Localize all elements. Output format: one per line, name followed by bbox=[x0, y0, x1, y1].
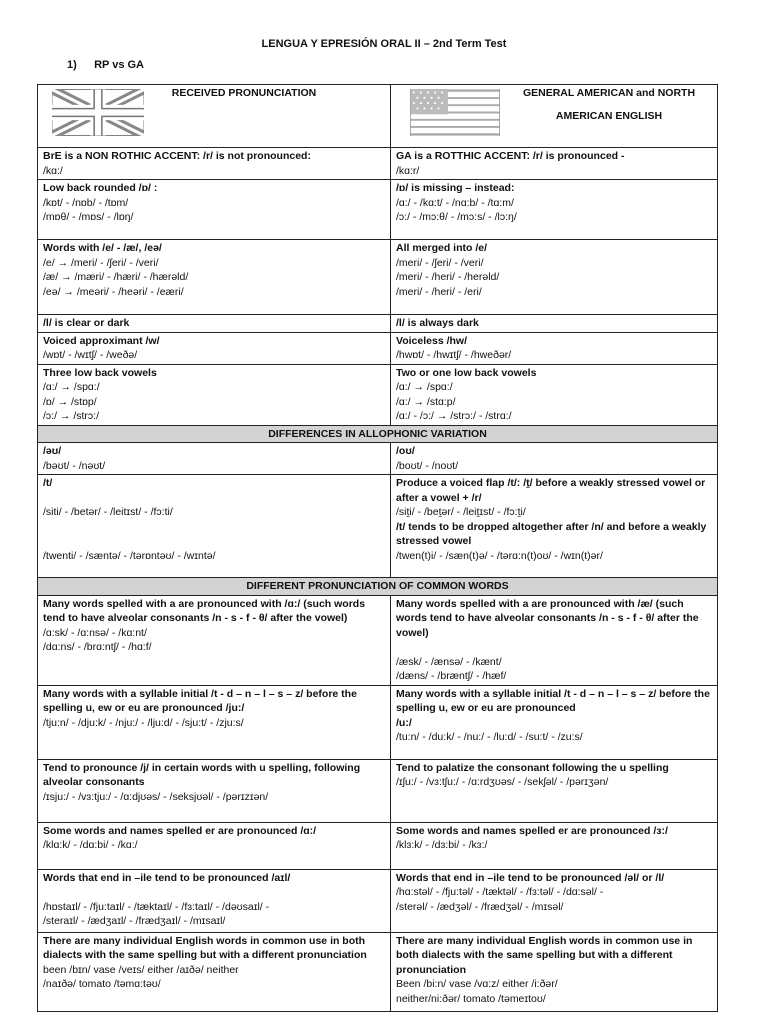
comparison-row bbox=[38, 595, 718, 685]
rp-cell bbox=[38, 240, 391, 315]
ga-cell bbox=[391, 240, 718, 315]
rule-text: /t/ tends to be dropped altogether after /n/ and before a weakly stressed vowel bbox=[396, 520, 707, 547]
ga-header-label-2: AMERICAN ENGLISH bbox=[555, 109, 663, 122]
ga-cell bbox=[391, 932, 718, 1011]
example-text: /ɔ:/ - /mɔ:θ/ - /mɔ:s/ - /lɔ:ŋ/ bbox=[396, 211, 517, 223]
rule-text: Words with /e/ - /æ/, /eə/ bbox=[43, 242, 162, 254]
section-title: RP vs GA bbox=[94, 59, 144, 71]
ga-cell bbox=[391, 315, 718, 333]
example-text: /ɑ:/ → /spɑ:/ bbox=[43, 381, 100, 393]
example-text: /meri/ - /heri/ - /eri/ bbox=[396, 285, 482, 298]
document-title: LENGUA Y EPRESIÓN ORAL II – 2nd Term Test bbox=[261, 38, 507, 50]
comparison-row bbox=[38, 759, 718, 822]
example-text: Been /bi:n/ vase /vɑ:z/ either /i:ðər/ bbox=[396, 978, 558, 990]
rule-text: /ɒ/ is missing – instead: bbox=[396, 182, 515, 194]
rp-cell bbox=[38, 869, 391, 932]
ga-cell bbox=[391, 759, 718, 822]
rp-cell bbox=[38, 685, 391, 759]
rp-cell bbox=[38, 759, 391, 822]
example-text: /naɪðə/ tomato /təmɑ:təʊ/ bbox=[43, 978, 161, 990]
example-text: /ɑ:/ - /ɔ:/ → /strɔ:/ - /strɑ:/ bbox=[396, 410, 512, 422]
ga-cell bbox=[391, 475, 718, 578]
example-text: /ɪʃu:/ - /vɜ:tʃu:/ - /ɑ:rdʒʊəs/ - /sekʃəl/ - /pərɪʒən/ bbox=[396, 776, 609, 788]
example-text: /kɒt/ - /nɒb/ - /tɒm/ bbox=[43, 196, 129, 209]
comparison-row bbox=[38, 240, 718, 315]
rp-header-label: RECEIVED PRONUNCIATION bbox=[171, 87, 317, 99]
rp-cell bbox=[38, 932, 391, 1011]
example-text: /tu:n/ - /du:k/ - /nu:/ - /lu:d/ - /su:t/ - /zu:s/ bbox=[396, 731, 583, 743]
rule-text: Some words and names spelled er are pronounced /ɑ:/ bbox=[43, 824, 317, 837]
ga-cell bbox=[391, 595, 718, 685]
rule-text: GA is a ROTTHIC ACCENT: /r/ is pronounced - bbox=[396, 150, 625, 162]
ga-cell bbox=[391, 443, 718, 475]
example-text: /siṱi/ - /beṱər/ - /leiṱɪst/ - /fɔ:ṱi/ bbox=[396, 506, 526, 518]
comparison-row bbox=[38, 332, 718, 364]
example-text: /eə/ → /meəri/ - /heəri/ - /eæri/ bbox=[43, 285, 184, 298]
comparison-row bbox=[38, 180, 718, 240]
rule-text: There are many individual English words in common use in both dialects with the same spelling but with a different pronunciation bbox=[396, 934, 693, 976]
rule-text: Words that end in –ile tend to be pronounced /əl/ or /l/ bbox=[396, 871, 665, 884]
example-text: /sterəl/ - /ædʒəl/ - /frædʒəl/ - /mɪsəl/ bbox=[396, 900, 564, 913]
rp-header-cell bbox=[38, 85, 391, 148]
rp-cell bbox=[38, 364, 391, 425]
example-text: /wɒt/ - /wɪtʃ/ - /weðə/ bbox=[43, 349, 138, 361]
example-text bbox=[43, 885, 385, 900]
example-text: /e/ → /meri/ - /ʃeri/ - /veri/ bbox=[43, 256, 159, 269]
rp-cell bbox=[38, 148, 391, 180]
rp-cell bbox=[38, 332, 391, 364]
example-text: /ɑ:/ → /stɑ:p/ bbox=[396, 395, 456, 408]
comparison-row bbox=[38, 315, 718, 333]
header-row bbox=[38, 85, 718, 148]
comparison-row bbox=[38, 822, 718, 869]
example-text: /klɑ:k/ - /dɑ:bi/ - /kɑ:/ bbox=[43, 839, 138, 851]
comparison-row bbox=[38, 869, 718, 932]
example-text bbox=[43, 491, 385, 506]
example-text: /bəʊt/ - /nəʊt/ bbox=[43, 459, 106, 472]
common-words-banner-label: DIFFERENT PRONUNCIATION OF COMMON WORDS bbox=[38, 578, 718, 596]
example-text: /dɑ:ns/ - /brɑ:ntʃ/ - /hɑ:f/ bbox=[43, 641, 152, 653]
ga-cell bbox=[391, 364, 718, 425]
comparison-table bbox=[37, 84, 718, 1012]
section-number: 1) bbox=[67, 59, 77, 71]
rule-text: Many words spelled with a are pronounced with /ɑ:/ (such words tend to have alveolar consonants /n - s - f - θ/ after the vowel) bbox=[43, 597, 366, 624]
example-text: /ɑ:/ - /kɑ:t/ - /nɑ:b/ - /tɑ:m/ bbox=[396, 196, 514, 209]
rp-cell bbox=[38, 315, 391, 333]
comparison-row bbox=[38, 932, 718, 1011]
rule-text: Some words and names spelled er are pronounced /ɜ:/ bbox=[396, 824, 668, 837]
example-text: /meri/ - /heri/ - /herəld/ bbox=[396, 271, 500, 283]
ga-cell bbox=[391, 180, 718, 240]
rule-text: All merged into /e/ bbox=[396, 242, 488, 254]
allophonic-variation-banner bbox=[38, 425, 718, 443]
rule-text: Tend to palatize the consonant following the u spelling bbox=[396, 761, 669, 774]
example-text: /dæns/ - /bræntʃ/ - /hæf/ bbox=[396, 670, 507, 682]
common-words-banner bbox=[38, 578, 718, 596]
example-text: neither/ni:ðər/ tomato /təmeɪtoʊ/ bbox=[396, 992, 546, 1005]
example-text: /ɔ:/ → /strɔ:/ bbox=[43, 410, 100, 422]
rule-text: Voiced approximant /w/ bbox=[43, 334, 160, 347]
comparison-row bbox=[38, 685, 718, 759]
uk-flag-icon bbox=[52, 89, 144, 136]
example-text: /kɑ:r/ bbox=[396, 164, 420, 177]
ga-cell bbox=[391, 332, 718, 364]
rule-text: BrE is a NON ROTHIC ACCENT: /r/ is not pronounced: bbox=[43, 150, 311, 162]
rule-text: /t/ bbox=[43, 477, 53, 489]
example-text: /æsk/ - /ænsə/ - /kænt/ bbox=[396, 655, 502, 668]
us-flag-icon bbox=[409, 89, 501, 136]
ga-cell bbox=[391, 685, 718, 759]
rule-text: Many words with a syllable initial /t - d – n – l – s – z/ before the spelling u, ew or eu are pronounced /ju:/ bbox=[43, 687, 357, 714]
rule-text: There are many individual English words in common use in both dialects with the same spelling but with a different pronunciation bbox=[43, 934, 367, 961]
example-text: /klɜ:k/ - /dɜ:bi/ - /kɜ:/ bbox=[396, 839, 488, 851]
ga-cell bbox=[391, 822, 718, 869]
rp-cell bbox=[38, 475, 391, 578]
example-text: /hwɒt/ - /hwɪtʃ/ - /hweðər/ bbox=[396, 349, 512, 361]
example-text: /twen(t)i/ - /sæn(t)ə/ - /tərɑ:n(t)oʊ/ - /wɪn(t)ər/ bbox=[396, 549, 603, 562]
comparison-row bbox=[38, 148, 718, 180]
rule-text: Low back rounded /ɒ/ : bbox=[43, 182, 158, 194]
example-text: /boʊt/ - /noʊt/ bbox=[396, 459, 459, 472]
example-text: /ɒ/ → /stɒp/ bbox=[43, 395, 97, 408]
allophonic-variation-banner-label: DIFFERENCES IN ALLOPHONIC VARIATION bbox=[38, 425, 718, 443]
ga-cell bbox=[391, 148, 718, 180]
rp-cell bbox=[38, 595, 391, 685]
example-text: /ɪsju:/ - /vɜ:tju:/ - /ɑ:djʊəs/ - /seksjʊəl/ - /pərɪzɪən/ bbox=[43, 790, 269, 803]
rule-text: /l/ is clear or dark bbox=[43, 317, 130, 329]
example-text: /æ/ → /mæri/ - /hæri/ - /hærəld/ bbox=[43, 271, 189, 283]
rp-cell bbox=[38, 180, 391, 240]
rule-text: Many words spelled with a are pronounced with /æ/ (such words tend to have alveolar consonants /n - s - f - θ/ after the vowel) bbox=[396, 597, 699, 639]
rule-text: Tend to pronounce /j/ in certain words with u spelling, following alveolar consonants bbox=[43, 761, 361, 788]
example-text: /meri/ - /ʃeri/ - /veri/ bbox=[396, 256, 484, 269]
example-text: /ɑ:/ → /spɑ:/ bbox=[396, 381, 453, 393]
rule-text: /əʊ/ bbox=[43, 445, 62, 457]
section-heading bbox=[67, 59, 144, 71]
rp-cell bbox=[38, 822, 391, 869]
rule-text: Produce a voiced flap /t/: /ṱ/ before a weakly stressed vowel or after a vowel + /r/ bbox=[396, 477, 706, 504]
example-text: /twenti/ - /sæntə/ - /tərɒntəʊ/ - /wɪntə/ bbox=[43, 549, 216, 562]
example-text: been /bɪn/ vase /veɪs/ either /aɪðə/ neither bbox=[43, 963, 239, 976]
example-text: /steraɪl/ - /ædʒaɪl/ - /frædʒaɪl/ - /mɪsaɪl/ bbox=[43, 915, 226, 927]
comparison-row bbox=[38, 443, 718, 475]
example-text bbox=[396, 640, 712, 655]
example-text: /tju:n/ - /dju:k/ - /nju:/ - /lju:d/ - /sju:t/ - /zju:s/ bbox=[43, 716, 244, 729]
rule-text: Three low back vowels bbox=[43, 366, 157, 379]
rule-text: /u:/ bbox=[396, 716, 412, 729]
ga-header-cell bbox=[391, 85, 718, 148]
comparison-row bbox=[38, 475, 718, 578]
ga-cell bbox=[391, 869, 718, 932]
example-text: /mɒθ/ - /mɒs/ - /lɒŋ/ bbox=[43, 211, 134, 223]
example-text bbox=[43, 520, 385, 535]
rule-text: Many words with a syllable initial /t - d – n – l – s – z/ before the spelling u, ew or eu are pronounced bbox=[396, 687, 710, 714]
rp-cell bbox=[38, 443, 391, 475]
rule-text: /l/ is always dark bbox=[396, 317, 479, 329]
example-text: /ɑ:sk/ - /ɑ:nsə/ - /kɑ:nt/ bbox=[43, 626, 147, 639]
example-text: /kɑ:/ bbox=[43, 164, 63, 177]
rule-text: Voiceless /hw/ bbox=[396, 334, 468, 347]
example-text: /hɒstaɪl/ - /fju:taɪl/ - /tæktaɪl/ - /fɜ:taɪl/ - /dəʊsaɪl/ - bbox=[43, 900, 270, 913]
example-text: /siti/ - /betər/ - /leitɪst/ - /fɔ:ti/ bbox=[43, 506, 173, 518]
example-text: /hɑ:stəl/ - /fju:təl/ - /tæktəl/ - /fɜ:təl/ - /dɑ:səl/ - bbox=[396, 886, 604, 898]
example-text bbox=[43, 534, 385, 549]
comparison-row bbox=[38, 364, 718, 425]
rule-text: /oʊ/ bbox=[396, 445, 415, 457]
rule-text: Two or one low back vowels bbox=[396, 366, 537, 379]
rule-text: Words that end in –ile tend to be pronounced /aɪl/ bbox=[43, 871, 291, 884]
ga-header-label-1: GENERAL AMERICAN and NORTH bbox=[522, 87, 696, 99]
